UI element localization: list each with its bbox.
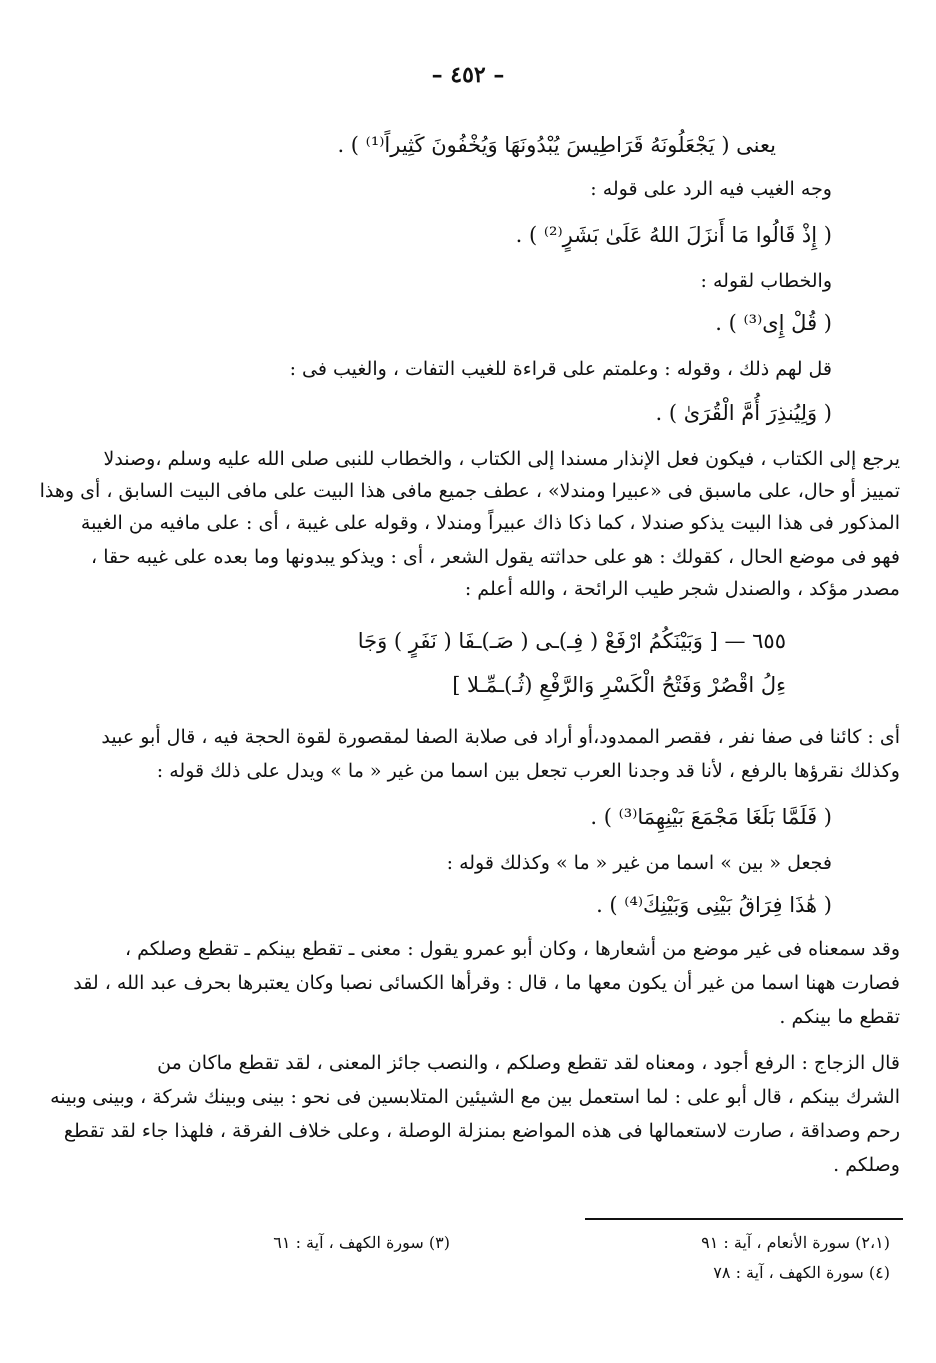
footnote-divider <box>585 1218 903 1220</box>
text-line: فجعل « بين » اسما من غير « ما » وكذلك قوله : <box>446 852 832 874</box>
text-line: تقطع ما بينكم . <box>779 1006 900 1028</box>
text-line: يعنى ( يَجْعَلُونَهُ قَرَاطِيسَ يُبْدُونَهَا وَيُخْفُونَ كَثِيراً⁽¹⁾ ) . <box>337 133 776 157</box>
text-line: المذكور فى هذا البيت يذكو صندلا ، كما ذكا ذاك عبيراً ومندلا ، وقوله على غيبة ، أى : على مافيه من الغيبة <box>80 512 900 534</box>
text-line: قال الزجاج : الرفع أجود ، ومعناه لقد تقطع وصلكم ، والنصب جائز المعنى ، لقد تقطع ماكان من <box>157 1052 900 1074</box>
text-line: وجه الغيب فيه الرد على قوله : <box>590 178 832 200</box>
page-number: – ٤٥٢ – <box>431 62 505 88</box>
text-line: يرجع إلى الكتاب ، فيكون فعل الإنذار مسندا إلى الكتاب ، والخطاب للنبى صلى الله عليه وسلم ،وصندلا <box>103 448 900 470</box>
text-line: وكذلك نقرؤها بالرفع ، لأنا قد وجدنا العرب تجعل بين اسما من غير « ما » ويدل على ذلك قوله : <box>156 760 900 782</box>
quran-quote: ( قُلْ إِى⁽³⁾ ) . <box>715 311 832 335</box>
quran-quote: ( فَلَمَّا بَلَغَا مَجْمَعَ بَيْنِهِمَا⁽³⁾ ) . <box>590 805 832 829</box>
quran-quote: ( هَٰذَا فِرَاقُ بَيْنِى وَبَيْنِكَ⁽⁴⁾ ) . <box>596 893 832 917</box>
quran-quote: ( إِذْ قَالُوا مَا أَنزَلَ اللهُ عَلَىٰ بَشَرٍ⁽²⁾ ) . <box>515 223 832 247</box>
text-line: قل لهم ذلك ، وقوله : وعلمتم على قراءة للغيب التفات ، والغيب فى : <box>289 358 832 380</box>
verse-line: ءِلُ اقْصُرْ وَفَتْحُ الْكَسْرِ وَالرَّفْعِ (ثُـ)ـمِّـلا ] <box>452 673 786 697</box>
text-line: الشرك بينكم ، قال أبو على : لما استعمل بين مع الشيئين المتلابسين فى نحو : بينى وبينك شركة ، وبينى وبينه <box>50 1086 900 1108</box>
text-line: والخطاب لقوله : <box>700 270 832 292</box>
text-line: فهو فى موضع الحال ، كقولك : هو على حداثته يقول الشعر ، أى : ويذكو يبدونها وما بعده على غيبه حقا ، <box>91 546 900 568</box>
quran-quote: ( وَلِيُنذِرَ أُمَّ الْقُرَىٰ ) . <box>655 401 832 425</box>
text-line: أى : كائنا فى صفا نفر ، فقصر الممدود،أو أراد فى صلابة الصفا لمقصورة لقوة الحجة فيه ، قال أبو عبيد <box>101 726 900 748</box>
text-line: تمييز أو حال، على ماسبق فى «عبيرا ومندلا» ، عطف جميع مافى هذا البيت على مافى البيت السابق ، أى وهذا <box>39 480 900 502</box>
text-line: فصارت ههنا اسما من غير أن يكون معها ما ، قال : وقرأها الكسائى نصبا وكان يعتبرها بحرف عبد الله ، لقد <box>73 972 900 994</box>
text-line: مصدر مؤكد ، والصندل شجر طيب الرائحة ، والله أعلم : <box>464 578 900 600</box>
text-line: وقد سمعناه فى غير موضع من أشعارها ، وكان أبو عمرو يقول : معنى ـ تقطع بينكم ـ تقطع وصلكم ، <box>124 938 900 960</box>
footnote: (٤) سورة الكهف ، آية : ٧٨ <box>713 1263 890 1282</box>
text-line: وصلكم . <box>833 1154 900 1176</box>
verse-line: ٦٥٥ — [ وَبَيْنَكُمُ ارْفَعْ ( فِـ)ـى ( صَـ)ـفَا ( نَفَرٍ ) وَجَا <box>357 629 786 653</box>
footnote: (٣) سورة الكهف ، آية : ٦١ <box>273 1233 450 1252</box>
footnote: (٢،١) سورة الأنعام ، آية : ٩١ <box>701 1233 890 1252</box>
text-line: رحم وصداقة ، صارت لاستعمالها فى هذه المواضع بمنزلة الوصلة ، وعلى خلاف الفرقة ، فلهذا جاء لقد تقطع <box>63 1120 900 1142</box>
